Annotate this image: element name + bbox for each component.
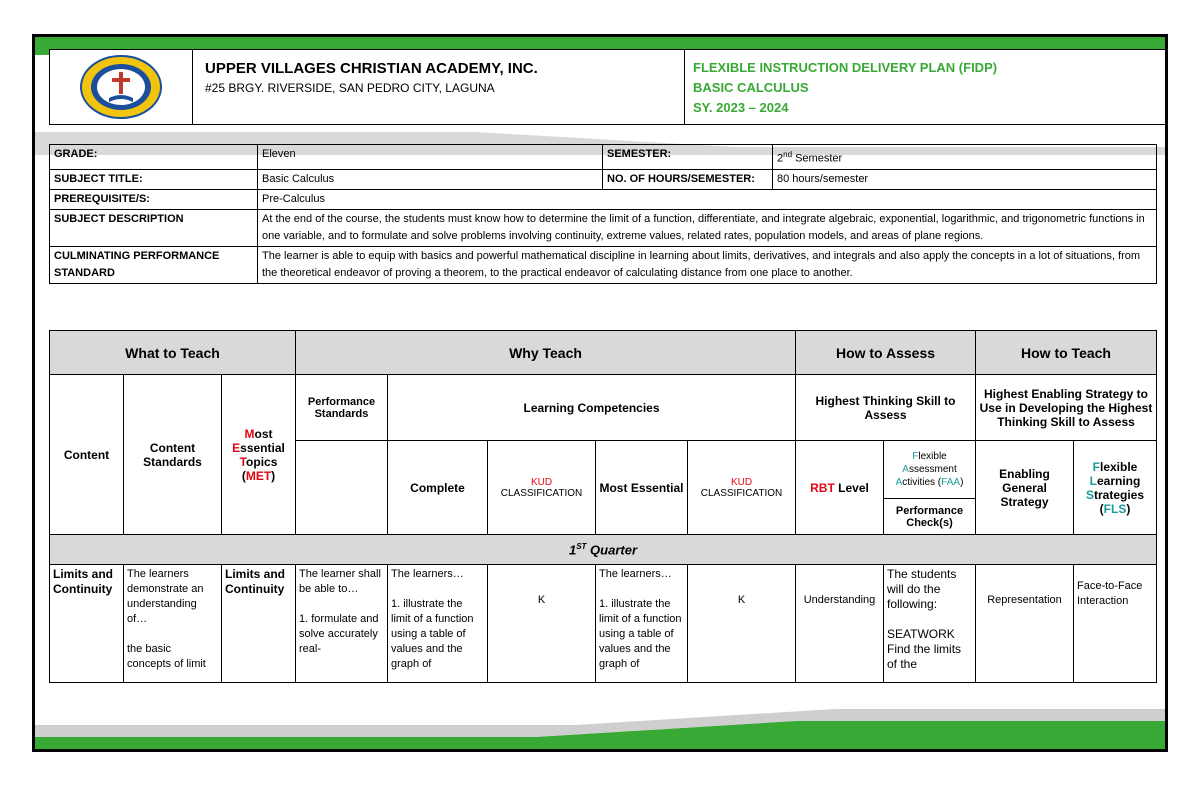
semester-label: SEMESTER:: [603, 145, 773, 170]
grade-label: GRADE:: [50, 145, 258, 170]
row-met: Limits and Continuity: [222, 565, 296, 683]
performance-checks-header: Performance Check(s): [884, 499, 976, 535]
prerequisite-label: PREREQUISITE/S:: [50, 189, 258, 209]
rbt-level-header: RBT Level: [796, 441, 884, 535]
page-frame: [32, 34, 1168, 752]
highest-enabling-strategy-header: Highest Enabling Strategy to Use in Developing the Highest Thinking Skill to Assess: [976, 375, 1157, 441]
quarter-header: 1ST Quarter: [50, 535, 1157, 565]
subject-description-label: SUBJECT DESCRIPTION: [50, 209, 258, 246]
school-info: [193, 50, 685, 124]
plan-school-year: SY. 2023 – 2024: [693, 100, 789, 115]
semester-value: 2nd Semester: [773, 145, 1157, 170]
content-standards-header: Content Standards: [124, 375, 222, 535]
learning-competencies-header: Learning Competencies: [388, 375, 796, 441]
culminating-standard-label: CULMINATING PERFORMANCE STANDARD: [50, 246, 258, 283]
hours-label: NO. OF HOURS/SEMESTER:: [603, 169, 773, 189]
school-name: UPPER VILLAGES CHRISTIAN ACADEMY, INC.: [205, 60, 538, 77]
prerequisite-value: Pre-Calculus: [258, 189, 1157, 209]
hours-value: 80 hours/semester: [773, 169, 1157, 189]
subject-info-table: [49, 144, 1157, 284]
performance-standards-header: Performance Standards: [296, 375, 388, 441]
most-essential-header: Most Essential: [596, 441, 688, 535]
met-header: Most Essential Topics (MET): [222, 375, 296, 535]
plan-title: FLEXIBLE INSTRUCTION DELIVERY PLAN (FIDP): [693, 60, 998, 75]
how-to-teach-header: How to Teach: [976, 331, 1157, 375]
how-to-assess-header: How to Assess: [796, 331, 976, 375]
row-enabling-strategy: Representation: [976, 565, 1074, 683]
why-teach-header: Why Teach: [296, 331, 796, 375]
school-logo: [50, 50, 193, 124]
plan-subject: BASIC CALCULUS: [693, 80, 809, 95]
fidp-table: [49, 330, 1157, 683]
faa-header: Flexible Assessment Activities (FAA): [884, 441, 976, 499]
row-complete: The learners… 1. illustrate the limit of a function using a table of values and the graph of: [388, 565, 488, 683]
fls-header: Flexible Learning Strategies (FLS): [1074, 441, 1157, 535]
school-address: #25 BRGY. RIVERSIDE, SAN PEDRO CITY, LAGUNA: [205, 81, 495, 95]
row-rbt-level: Understanding: [796, 565, 884, 683]
complete-header: Complete: [388, 441, 488, 535]
row-performance-standards: The learner shall be able to… 1. formulate and solve accurately real-: [296, 565, 388, 683]
row-content-standards: The learners demonstrate an understanding of… the basic concepts of limit: [124, 565, 222, 683]
performance-standards-blank: [296, 441, 388, 535]
kud-classification-header-1: KUD CLASSIFICATION: [488, 441, 596, 535]
row-fls: Face-to-Face Interaction: [1074, 565, 1157, 683]
header-box: [49, 49, 1168, 125]
highest-thinking-skill-header: Highest Thinking Skill to Assess: [796, 375, 976, 441]
subject-description-value: At the end of the course, the students must know how to determine the limit of a function, differentiate, and integrate algebraic, exponential, logarithmic, and trigonometric functions in one variable, and to formulate and solve problems involving continuity, extreme values, related rates, population models, and areas of plane regions.: [258, 209, 1157, 246]
plan-info: [685, 50, 1168, 124]
row-kud-2: K: [688, 565, 796, 683]
what-to-teach-header: What to Teach: [50, 331, 296, 375]
subject-title-label: SUBJECT TITLE:: [50, 169, 258, 189]
row-most-essential: The learners… 1. illustrate the limit of a function using a table of values and the graph of: [596, 565, 688, 683]
grade-value: Eleven: [258, 145, 603, 170]
content-header: Content: [50, 375, 124, 535]
enabling-general-strategy-header: Enabling General Strategy: [976, 441, 1074, 535]
row-kud-1: K: [488, 565, 596, 683]
row-content: Limits and Continuity: [50, 565, 124, 683]
culminating-standard-value: The learner is able to equip with basics and powerful mathematical discipline in learning about limits, derivatives, and integrals and also apply the concepts in a lot of situations, from the theoretical endeavor of proving a theorem, to the practical endeavor of calculating distance from one place to another.: [258, 246, 1157, 283]
subject-title-value: Basic Calculus: [258, 169, 603, 189]
kud-classification-header-2: KUD CLASSIFICATION: [688, 441, 796, 535]
row-faa: The students will do the following: SEATWORK Find the limits of the: [884, 565, 976, 683]
